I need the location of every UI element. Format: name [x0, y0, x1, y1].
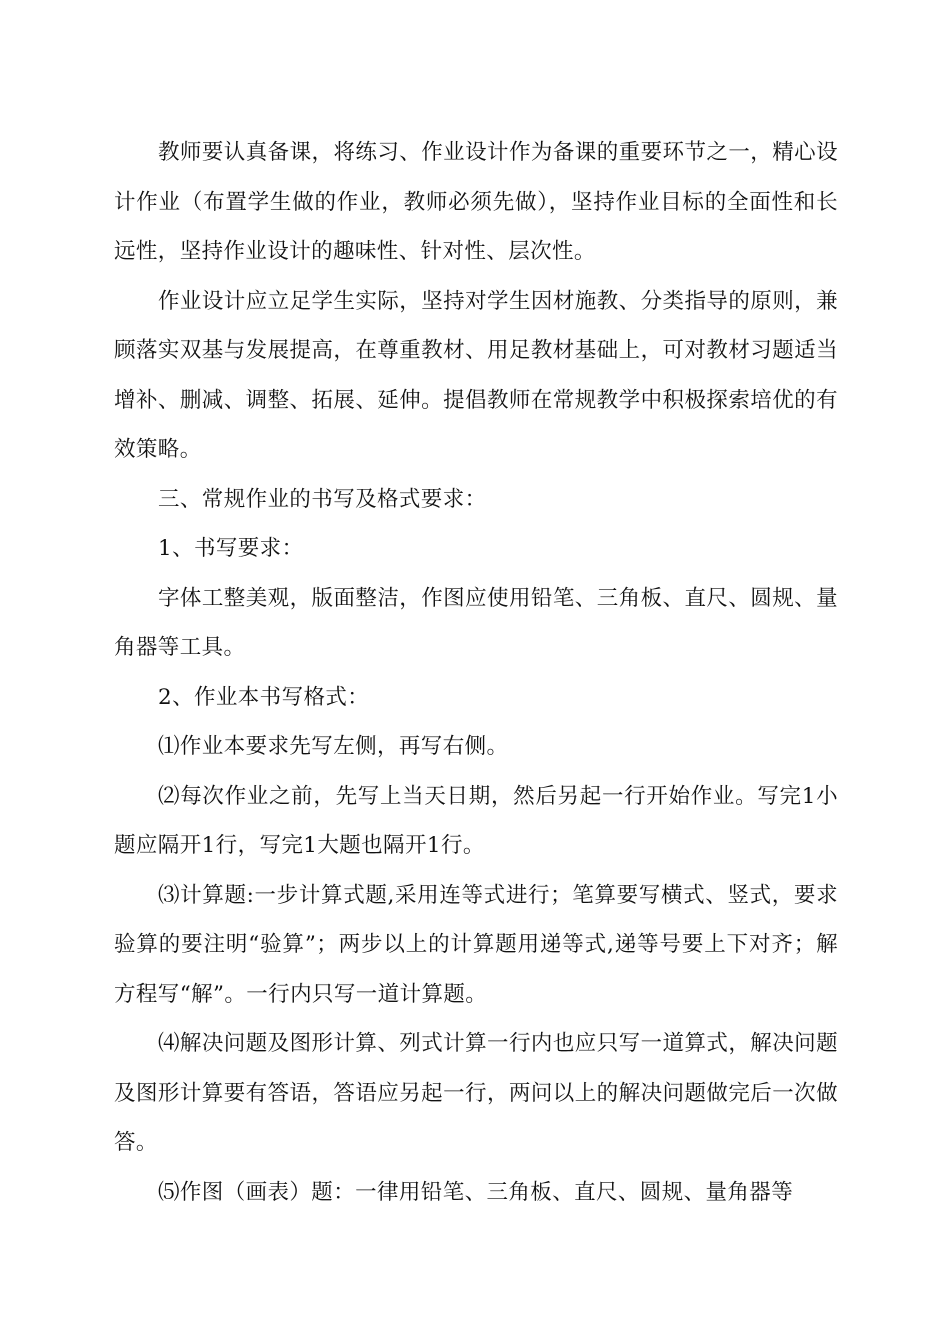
list-item-2: ⑵每次作业之前，先写上当天日期，然后另起一行开始作业。写完1小题应隔开1行，写完1大题也隔开1行。 — [114, 783, 838, 858]
document-body — [114, 128, 838, 1217]
section-heading-format-requirements: 三、常规作业的书写及格式要求： — [158, 486, 487, 512]
list-item-3: ⑶计算题:一步计算式题,采用连等式进行；笔算要写横式、竖式，要求验算的要注明“验算”；两步以上的计算题用递等式,递等号要上下对齐；解方程写“解”。一行内只写一道计算题。 — [114, 882, 838, 1007]
subheading-notebook-format: 2、作业本书写格式： — [158, 684, 370, 710]
list-item-5: ⑸作图（画表）题：一律用铅笔、三角板、直尺、圆规、量角器等 — [158, 1179, 794, 1205]
paragraph-homework-design: 作业设计应立足学生实际，坚持对学生因材施教、分类指导的原则，兼顾落实双基与发展提高，在尊重教材、用足教材基础上，可对教材习题适当增补、删减、调整、拓展、延伸。提倡教师在常规教学中积极探索培优的有效策略。 — [114, 288, 838, 462]
list-item-4: ⑷解决问题及图形计算、列式计算一行内也应只写一道算式，解决问题及图形计算要有答语，答语应另起一行，两问以上的解决问题做完后一次做答。 — [114, 1031, 838, 1155]
list-item-1: ⑴作业本要求先写左侧，再写右侧。 — [158, 734, 509, 759]
paragraph-lesson-preparation: 教师要认真备课，将练习、作业设计作为备课的重要环节之一，精心设计作业（布置学生做的作业，教师必须先做），坚持作业目标的全面性和长远性，坚持作业设计的趣味性、针对性、层次性。 — [114, 140, 838, 264]
paragraph-writing-requirements: 字体工整美观，版面整洁，作图应使用铅笔、三角板、直尺、圆规、量角器等工具。 — [114, 585, 838, 660]
subheading-writing-requirements: 1、书写要求： — [158, 536, 304, 561]
